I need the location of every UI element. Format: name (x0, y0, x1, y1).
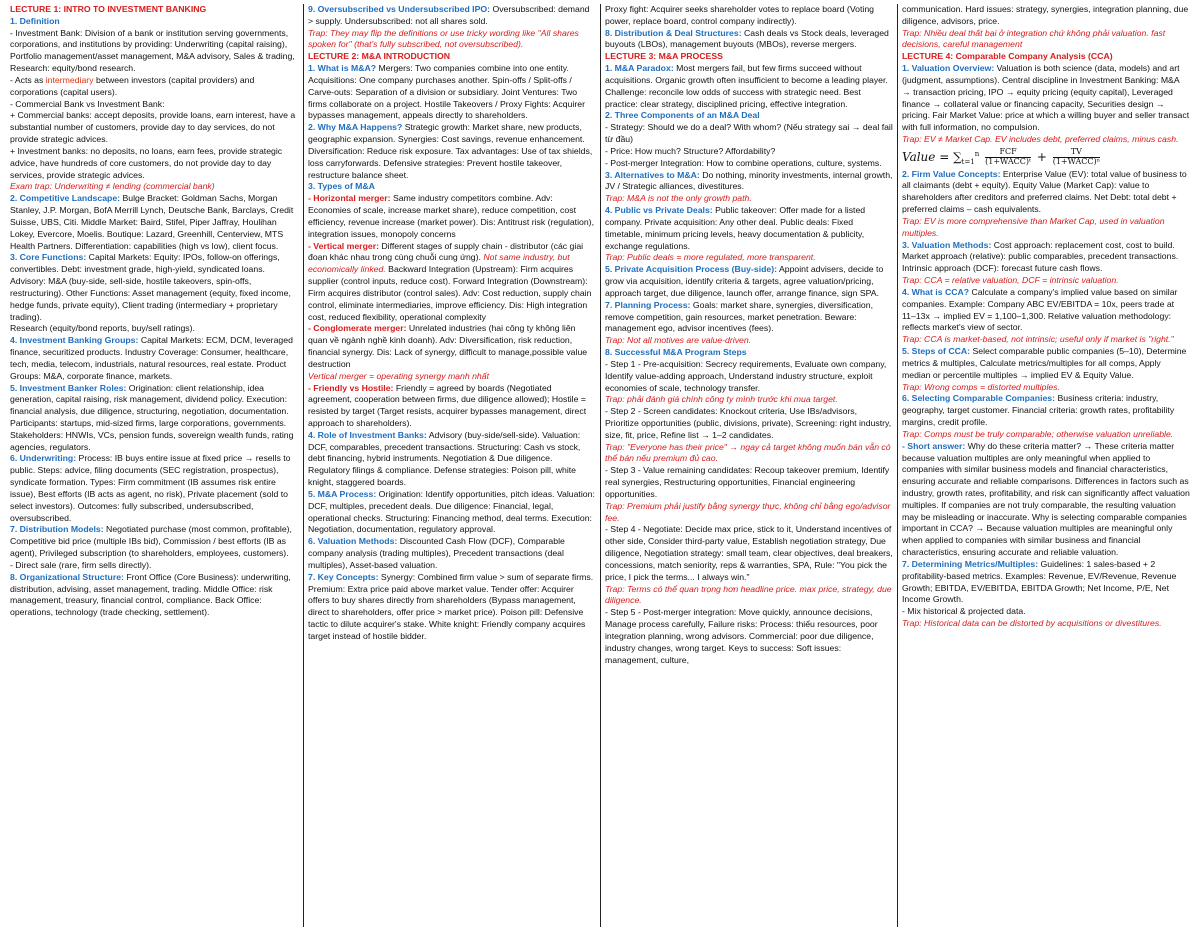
investment-bank-text: + Investment banks: no deposits, no loans, earn fees, provide strategic advice, have hundreds of core customers, do not provide day to day services, provide strategic advices. (10, 145, 283, 180)
section-heading: - Short answer: (902, 440, 966, 451)
trap-note: Vertical merger = operating synergy mạnh nhất (308, 370, 490, 381)
section-heading: 7. Planning Process: (605, 299, 691, 310)
commercial-compare-text: - Commercial Bank vs Investment Bank: (10, 98, 165, 109)
trap-note: Trap: M&A is not the only growth path. (605, 193, 752, 204)
section-heading: 7. Determining Metrics/Multiples: (902, 558, 1039, 569)
why-ma: 2. Why M&A Happens? Strategic growth: Market share, new products, geographic expansion. Synergies: Cost savings, revenue enhancement. Diversification: Reduce risk exposure. Tax advantages: Use of tax shields, loss carryforwards. Defensive strategies: Prevent hostile takeover, restructure balance sheet. (308, 122, 593, 180)
trap-note: Trap: phải đánh giá chính công ty mình trước khi mua target. (605, 394, 838, 405)
competitive-landscape: 2. Competitive Landscape: Bulge Bracket: Goldman Sachs, Morgan Stanley, J.P. Morgan, BofA Merrill Lynch, Deutsche Bank, Barclays, Credit Suisse, UBS, Citi. Middle Market: Baird, Stifel, Piper Jaffray, Houlihan Lokey, Evercore, Moelis. Boutique: Lazard, Greenhill, Centerview, MTS Health Partners. Differentiation: capabilities (high vs low), client focus. (10, 193, 294, 251)
trap-note: Trap: Terms có thể quan trọng hơn headline price. max price, strategy, due diligence. (605, 583, 892, 606)
trap-note: Trap: CCA = relative valuation, DCF = intrinsic valuation. (902, 275, 1119, 286)
component-strategy: - Strategy: Should we do a deal? With whom? (Nếu strategy sai → deal fail từ đầu) (605, 122, 893, 145)
section-heading: 1. What is M&A? (308, 63, 377, 74)
selecting-comps: 6. Selecting Comparable Companies: Business criteria: industry, geography, target customer. Financial criteria: growth rates, profitability margins, credit profile. (902, 393, 1175, 428)
section-heading: 3. Alternatives to M&A: (605, 169, 700, 180)
intermediary-highlight: intermediary (45, 74, 94, 85)
definition-text: - Investment Bank: Division of a bank or institution serving governments, corporations, and institutions by providing: Underwriting (capital raising), Portfolio management/asset management, M&A advisory, Sales & trading, Research: equity/bond research. (10, 27, 295, 74)
section-heading: 3. Types of M&A (308, 181, 375, 192)
vertical-merger: - Vertical merger: Different stages of supply chain - distributor (các giai đoạn khác nhau trong cùng chuỗi cung ứng). Not same industry, but economically linked. Backward Integration (Upstream): Firm acquires supplier (control inputs, reduce cost). Forward Integration (Downstream): Firm acquires distributor (control sales). Adv: Cost reduction, supply chain control, eliminate intermediaries, improve efficiency. Dis: High integration cost, reduced flexibility, operational complexity (308, 240, 592, 322)
alternatives: 3. Alternatives to M&A: Do nothing, minority investments, internal growth, JV / Strategic alliances, divestitures. (605, 169, 893, 192)
what-is-ma: 1. What is M&A? Mergers: Two companies combine into one entity. Acquisitions: One company purchases another. Spin-offs / Split-offs / Carve-outs: Separation of a division or subsidiary. Joint Ventures: Two firms collaborate on a project. Hostile Takeovers / Proxy Fights: Acquirer bypasses management, appeals directly to shareholders. (308, 63, 585, 121)
section-heading: 2. Three Components of an M&A Deal (605, 110, 760, 121)
deal-structures: 8. Distribution & Deal Structures: Cash deals vs Stock deals, leveraged buyouts (LBOs), management buyouts (MBOs), reverse mergers. (605, 27, 889, 50)
distribution-models: 7. Distribution Models: Negotiated purchase (most common, profitable), Competitive bid price (multiple IBs bid), Commission / best efforts (IB as agent), Privileged subscription (to shareholders, employees, customers). (10, 524, 292, 559)
section-heading: 8. Organizational Structure: (10, 571, 124, 582)
exam-trap: Exam trap: Underwriting ≠ lending (commercial bank) (10, 181, 215, 192)
what-is-cca: 4. What is CCA? Calculate a company's implied value based on similar companies. Example: Company ABC EV/EBITDA = 10x, peers trade at 11–13x → implied EV = 1,100–1,300. Relative valuation methodology: reflects market's view of sector. (902, 286, 1178, 333)
section-heading: 4. Public vs Private Deals: (605, 205, 713, 216)
subheading: - Horizontal merger: (308, 193, 391, 204)
section-heading: 7. Key Concepts: (308, 571, 379, 582)
ma-process: 5. M&A Process: Origination: Identify opportunities, pitch ideas. Valuation: DCF, multiples, precedent deals. Due diligence: Financial, legal, operational checks. Structuring: Financing method, deal terms. Execution: Negotiation, documentation, regulatory approval. (308, 488, 595, 535)
trap-note: Trap: Not all motives are value-driven. (605, 335, 752, 346)
horizontal-merger: - Horizontal merger: Same industry competitors combine. Adv: Economies of scale, increase market share), reduce competition, cost efficiency, revenue increase (market power). Dis: Antitrust risk (regulation), integration issues, monopoly concerns (308, 193, 594, 239)
step-2: - Step 2 - Screen candidates: Knockout criteria, Use IBs/advisors, Prioritize opportunities (public, divisions, private), Screening: right industry, size, fit, price, Refine list → 1–2 candidates. (605, 406, 892, 440)
banking-groups: 4. Investment Banking Groups: Capital Markets: ECM, DCM, leveraged finance, securitized products. Industry Coverage: Consumer, healthcare, tech, media, telecom, industrials, natural resources, real estate. Product Groups: M&A, corporate finance, markets. (10, 335, 293, 381)
trap-note: Trap: CCA is market-based, not intrinsic; useful only if market is "right." (902, 334, 1174, 345)
component-price: - Price: How much? Structure? Affordability? (605, 145, 776, 156)
subheading: - Friendly vs Hostile: (308, 382, 394, 393)
section-heading: 6. Valuation Methods: (308, 536, 398, 547)
friendly-vs-hostile: - Friendly vs Hostile: Friendly = agreed by boards (Negotiated agreement, cooperation between firms, due diligence allowed); Hostile = resisted by target (Target resists, acquirer bypasses management, direct approach to shareholders). (308, 382, 587, 428)
dcf-formula: Value = $\sum_{t=1}^n$ $\frac{\text{FCF}}{\text{(1+WACC)ᵗ}}$ + $\frac{TV}{\text{(1+WACC)ⁿ}}$ (902, 146, 1101, 167)
trap-note: Trap: "Everyone has their price" → ngay cả target không muốn bán vẫn có thể bán nếu premium đủ cao. (605, 441, 891, 464)
section-heading: 8. Distribution & Deal Structures: (605, 27, 742, 38)
section-heading: 7. Distribution Models: (10, 524, 104, 535)
lecture-3-title: LECTURE 3: M&A PROCESS (605, 51, 723, 62)
trap-note: Trap: EV is more comprehensive than Market Cap, used in valuation multiples. (902, 215, 1165, 238)
valuation-methods: 3. Valuation Methods: Cost approach: replacement cost, cost to build. Market approach (relative): public comparables, precedent transactions. Intrinsic approach (DCF): forecast future cash flows. (902, 239, 1179, 274)
column-1 (6, 4, 303, 927)
underwriting: 6. Underwriting: Process: IB buys entire issue at fixed price → resells to public. Steps: advice, filing documents (SEC registration, prospectus), syndicate formation. Types: Firm commitment (IB assumes risk entire issue), Best efforts (IB acts as agent, no risk), Private placement (sold to select investors). Outcomes: fully subscribed, undersubscribed, oversubscribed. (10, 453, 291, 523)
step-5: - Step 5 - Post-merger integration: Move quickly, announce decisions, Manage process carefully, Failure risks: Process: thiếu resources, poor integration planning, wrong advisors. Commercial: poor due diligence, industry changes, wrong target. Keys to success: Soft issues: management, culture, (605, 607, 878, 665)
tv-fraction: $\frac{TV}{\text{(1+WACC)ⁿ}}$ (1052, 146, 1101, 166)
organizational-structure: 8. Organizational Structure: Front Office (Core Business): underwriting, distribution, advising, asset management, trading. Middle Office: risk management, treasury, financial control, compliance. Back Office: operations, technology (trade checking, settlement). (10, 571, 291, 618)
section-heading: 8. Successful M&A Program Steps (605, 347, 747, 358)
trap-note: Not same industry, but economically linked. (308, 252, 570, 275)
section-heading: 3. Valuation Methods: (902, 239, 992, 250)
section-heading: 5. M&A Process: (308, 488, 377, 499)
continued-text: communication. Hard issues: strategy, synergies, integration planning, due diligence, advisors, price. (902, 4, 1189, 26)
role-of-ibs: 4. Role of Investment Banks: Advisory (buy-side/sell-side). Valuation: DCF, comparables, precedent transactions. Structuring: Cash vs stock, debt financing, hybrid instruments. Negotiation & Due diligence. Regulatory filings & compliance. Defense strategies: Poison pill, white knight, staggered boards. (308, 429, 581, 488)
key-concepts: 7. Key Concepts: Synergy: Combined firm value > sum of separate firms. Premium: Extra price paid above market value. Tender offer: Acquirer offers to buy shares directly from shareholders (Bypass management, direct to shareholders, offer price > market price). Poison pill: Defensive tactic to dilute acquirer's stake. White knight: Friendly company acquires target instead of hostile bidder. (308, 571, 594, 641)
ipo-subscription: 9. Oversubscribed vs Undersubscribed IPO: Oversubscribed: demand > supply. Undersubscribed: not all shares sold. (308, 4, 590, 26)
section-heading: 5. Investment Banker Roles: (10, 382, 127, 393)
section-heading: 3. Core Functions: (10, 252, 87, 263)
lecture-4-title: LECTURE 4: Comparable Company Analysis (CCA) (902, 51, 1113, 62)
section-heading: 1. M&A Paradox: (605, 63, 674, 74)
commercial-bank-text: + Commercial banks: accept deposits, provide loans, earn interest, have a substantial number of customers, provide day to day services, do not provide strategic advices. (10, 110, 296, 145)
fcf-fraction: $\frac{\text{FCF}}{\text{(1+WACC)ᵗ}}$ (985, 146, 1031, 166)
short-answer: - Short answer: Why do these criteria matter? → These criteria matter because valuation multiples are only meaningful when applied to companies with similar business models and financial characteristics, ensuring accurate and reliable comparisons. Differences in factors such as industry, growth rates, profitability, and risk can significantly affect valuation multiples. If companies are not truly comparable, the resulting valuation may be misleading or inaccurate. Why is selecting comparable companies important in CCA? → Because valuation multiples are meaningful only when applied to companies with similar business and financial characteristics, ensuring accurate and reliable valuation. (902, 440, 1190, 558)
subheading: - Vertical merger: (308, 240, 379, 251)
direct-sale-text: - Direct sale (rare, firm sells directly). (10, 559, 152, 570)
lecture-2-title: LECTURE 2: M&A INTRODUCTION (308, 51, 451, 62)
ma-paradox: 1. M&A Paradox: Most mergers fail, but few firms succeed without acquisitions. Organic growth often insufficient to become a leading player. Challenge: reconcile low odds of success with strategic need. Best practice: clear strategy, disciplined pricing, effective integration. (605, 63, 888, 109)
section-heading: 1. Definition (10, 15, 60, 26)
research-text: Research (equity/bond reports, buy/sell ratings). (10, 323, 195, 334)
section-heading: 4. Investment Banking Groups: (10, 335, 139, 346)
public-vs-private: 4. Public vs Private Deals: Public takeover: Offer made for a listed company. Private acquisition: Any other deal. Public deals: Fixed timetable, minimum pricing levels, heavy documentation & publicity, exchange regulations. (605, 205, 866, 251)
component-integration: - Post-merger Integration: How to combine operations, culture, systems. (605, 157, 882, 168)
step-4: - Step 4 - Negotiate: Decide max price, stick to it, Understand incentives of other side, Consider third-party value, Establish negotiation strategy, Due diligence, Negotiation strategy: small team, clear objectives, deal breakers, concessions, match seniority, reps & warranties, SPA, Rule: "You pick the price, I pick the terms... I always win." (605, 524, 893, 582)
firm-value-concepts: 2. Firm Value Concepts: Enterprise Value (EV): total value of business to all claimants (debt + equity). Equity Value (Market Cap): value to shareholders after creditors and preferred claims. Net Debt: total debt + preferred claims – cash equivalents. (902, 168, 1187, 215)
section-heading: 2. Competitive Landscape: (10, 193, 121, 204)
mix-data-text: - Mix historical & projected data. (902, 606, 1026, 617)
column-4 (897, 4, 1194, 927)
section-heading: 2. Firm Value Concepts: (902, 168, 1001, 179)
section-heading: 1. Valuation Overview: (902, 63, 995, 74)
determining-metrics: 7. Determining Metrics/Multiples: Guidelines: 1 sales-based + 2 profitability-based metrics. Examples: Revenue, EV/Revenue, Revenue Growth; EBITDA, EV/EBITDA, EBITDA Growth; Net Income, P/E, Net Income Growth. (902, 558, 1177, 605)
section-heading: 9. Oversubscribed vs Undersubscribed IPO: (308, 4, 491, 14)
step-1: - Step 1 - Pre-acquisition: Secrecy requirements, Evaluate own company, Identify value-adding approach, Understand industry structure, exploit economies of scale, technology transfer. (605, 358, 887, 393)
subheading: - Conglomerate merger: (308, 323, 407, 334)
section-heading: 4. Role of Investment Banks: (308, 429, 427, 440)
private-process: 5. Private Acquisition Process (Buy-side): Appoint advisers, decide to grow via acquisition, identify criteria & targets, agree valuation/pricing, approach target, due diligence, launch offer, arrange finance, sign SPA. (605, 264, 884, 298)
trap-note: Trap: Wrong comps = distorted multiples. (902, 381, 1060, 392)
trap-note: Trap: They may flip the definitions or use tricky wording like "All shares spoken for" (that's fully subscribed, not oversubscribed). (308, 27, 579, 50)
step-3: - Step 3 - Value remaining candidates: Recoup takeover premium, Identify real synergies, Restructuring opportunities, Financial engineering opportunities. (605, 465, 890, 499)
steps-of-cca: 5. Steps of CCA: Select comparable public companies (5–10), Determine metrics & multiples, Calculate metrics/multiples for all comps, Apply median or percentile multiples → implied EV & Equity Value. (902, 346, 1187, 380)
banker-roles: 5. Investment Banker Roles: Origination: client relationship, idea generation, capital raising, risk management, dividend policy. Execution: financial analysis, due diligence, structuring, negotiation, documentation. Participants: startups, mid-sized firms, large corporations, governments. Stakeholders: HNWIs, VCs, pension funds, sovereign wealth funds, rating agencies, regulators. (10, 382, 294, 452)
conglomerate-merger: - Conglomerate merger: Unrelated industries (hai công ty không liên quan về ngành nghề kinh doanh). Adv: Diversification, risk reduction, financial synergy. Dis: Lack of synergy, difficult to manage,possible value destruction (308, 323, 588, 369)
planning-process: 7. Planning Process: Goals: market share, synergies, diversification, remove competition, gain resources, market penetration. Beware: management ego, advisor incentives (fees). (605, 299, 873, 334)
trap-note: Trap: EV ≠ Market Cap. EV includes debt, preferred claims, minus cash. (902, 134, 1179, 145)
column-2 (303, 4, 600, 927)
acts-as-text: - Acts as intermediary between investors (capital providers) and corporations (capital users). (10, 74, 255, 97)
trap-note: Trap: Public deals = more regulated, more transparent. (605, 252, 816, 263)
section-heading: 2. Why M&A Happens? (308, 122, 403, 133)
trap-note: Trap: Nhiều deal thất bại ở integration chứ không phải valuation. fast decisions, careful management (902, 27, 1166, 50)
trap-note: Trap: Comps must be truly comparable; otherwise valuation unreliable. (902, 428, 1174, 439)
core-functions: 3. Core Functions: Capital Markets: Equity: IPOs, follow-on offerings, convertibles. Debt: investment grade, high-yield, syndicated loans. Advisory: M&A (buy-side, sell-side, hostile takeovers, spin-offs, restructuring). Other Functions: Asset management (equity, fixed income, hedge funds, private equity), Client trading (intermediary + proprietary trading). (10, 252, 291, 322)
proxy-fight-text: Proxy fight: Acquirer seeks shareholder votes to replace board (Voting power, replace board, control company indirectly). (605, 4, 874, 26)
section-heading: 6. Underwriting: (10, 453, 77, 464)
column-3 (600, 4, 897, 927)
section-heading: 6. Selecting Comparable Companies: (902, 393, 1056, 404)
lecture-1-title: LECTURE 1: INTRO TO INVESTMENT BANKING (10, 4, 207, 14)
valuation-methods: 6. Valuation Methods: Discounted Cash Flow (DCF), Comparable company analysis (trading multiples), Precedent transactions (deal multiples), Asset-based valuation. (308, 536, 565, 570)
trap-note: Trap: Premium phải justify bằng synergy thực, không chỉ bằng ego/advisor fee. (605, 500, 891, 523)
section-heading: 5. Steps of CCA: (902, 346, 971, 357)
section-heading: 5. Private Acquisition Process (Buy-side): (605, 264, 778, 275)
valuation-overview: 1. Valuation Overview: Valuation is both science (data, models) and art (judgment, assumptions). Central discipline in Investment Banking: M&A → transaction pricing, IPO → equity pricing (equity capital), Leveraged finance → collateral value or financing capacity, Securities design → pricing. Fair Market Value: price at which a willing buyer and seller transact with full information, no compulsion. (902, 63, 1190, 133)
section-heading: 4. What is CCA? (902, 286, 970, 297)
trap-note: Trap: Historical data can be distorted by acquisitions or divestitures. (902, 618, 1162, 629)
